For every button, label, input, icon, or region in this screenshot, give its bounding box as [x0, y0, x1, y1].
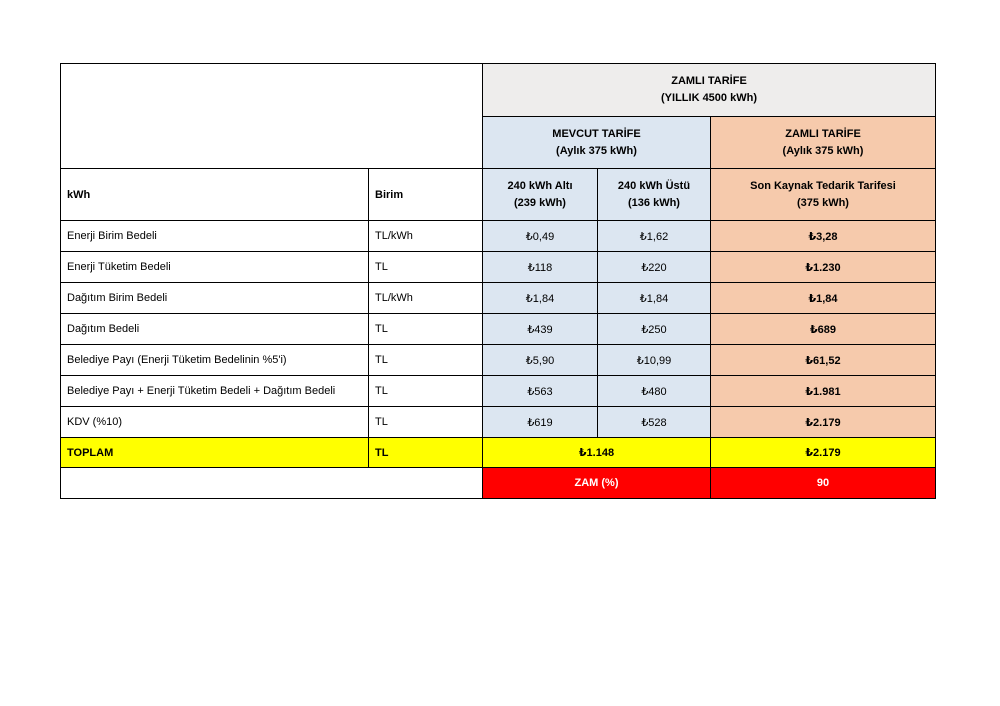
cell-mevcut-ustu: ₺10,99	[598, 345, 711, 376]
table-row	[61, 345, 936, 376]
cell-zamli: ₺1.230	[711, 252, 936, 283]
col-header-kwh: kWh	[61, 169, 369, 221]
row-unit: TL	[369, 345, 483, 376]
cell-mevcut-ustu: ₺480	[598, 376, 711, 407]
zamli-tarife-header	[711, 117, 936, 169]
total-row	[61, 438, 936, 468]
cell-mevcut-alti: ₺439	[483, 314, 598, 345]
table-row	[61, 221, 936, 252]
cell-zamli: ₺689	[711, 314, 936, 345]
total-label: TOPLAM	[61, 438, 369, 468]
empty-area	[61, 468, 483, 499]
cell-zamli: ₺2.179	[711, 407, 936, 438]
row-label: Belediye Payı (Enerji Tüketim Bedelinin %5'i)	[61, 345, 369, 376]
table-row	[61, 314, 936, 345]
row-label: Dağıtım Birim Bedeli	[61, 283, 369, 314]
col-header-240-alti: 240 kWh Altı (239 kWh)	[483, 169, 598, 221]
cell-zamli: ₺1.981	[711, 376, 936, 407]
mevcut-tarife-header	[483, 117, 711, 169]
row-label: Dağıtım Bedeli	[61, 314, 369, 345]
col-header-son-kaynak: Son Kaynak Tedarik Tarifesi (375 kWh)	[711, 169, 936, 221]
column-header-row	[61, 169, 936, 221]
title-row	[61, 64, 936, 117]
table-row	[61, 376, 936, 407]
table-row	[61, 252, 936, 283]
total-unit: TL	[369, 438, 483, 468]
tariff-table	[60, 63, 936, 499]
zam-value: 90	[711, 468, 936, 499]
mevcut-header-line2: (Aylık 375 kWh)	[556, 144, 637, 157]
zamli-header-line2: (Aylık 375 kWh)	[782, 144, 864, 157]
cell-mevcut-alti: ₺0,49	[483, 221, 598, 252]
cell-zamli: ₺61,52	[711, 345, 936, 376]
zam-row	[61, 468, 936, 499]
cell-mevcut-alti: ₺1,84	[483, 283, 598, 314]
table-title-line1: ZAMLI TARİFE	[671, 75, 747, 87]
total-zamli-value: ₺2.179	[711, 438, 936, 468]
zam-label: ZAM (%)	[483, 468, 711, 499]
cell-mevcut-ustu: ₺1,84	[598, 283, 711, 314]
total-mevcut-value: ₺1.148	[483, 438, 711, 468]
row-label: KDV (%10)	[61, 407, 369, 438]
row-unit: TL	[369, 376, 483, 407]
row-unit: TL/kWh	[369, 283, 483, 314]
cell-mevcut-ustu: ₺528	[598, 407, 711, 438]
cell-mevcut-alti: ₺118	[483, 252, 598, 283]
row-unit: TL	[369, 407, 483, 438]
cell-mevcut-ustu: ₺250	[598, 314, 711, 345]
table-title-cell	[483, 64, 936, 117]
mevcut-header-line1: MEVCUT TARİFE	[552, 127, 641, 140]
cell-zamli: ₺3,28	[711, 221, 936, 252]
col-header-240-ustu: 240 kWh Üstü (136 kWh)	[598, 169, 711, 221]
cell-zamli: ₺1,84	[711, 283, 936, 314]
col-header-birim: Birim	[369, 169, 483, 221]
row-unit: TL	[369, 314, 483, 345]
cell-mevcut-ustu: ₺220	[598, 252, 711, 283]
cell-mevcut-alti: ₺563	[483, 376, 598, 407]
row-unit: TL/kWh	[369, 221, 483, 252]
row-label: Enerji Birim Bedeli	[61, 221, 369, 252]
table-row	[61, 407, 936, 438]
zamli-header-line1: ZAMLI TARİFE	[785, 127, 861, 140]
cell-mevcut-ustu: ₺1,62	[598, 221, 711, 252]
empty-area	[61, 64, 483, 169]
row-unit: TL	[369, 252, 483, 283]
cell-mevcut-alti: ₺5,90	[483, 345, 598, 376]
row-label: Belediye Payı + Enerji Tüketim Bedeli + Dağıtım Bedeli	[61, 376, 369, 407]
table-title-line2: (YILLIK 4500 kWh)	[661, 92, 757, 104]
cell-mevcut-alti: ₺619	[483, 407, 598, 438]
row-label: Enerji Tüketim Bedeli	[61, 252, 369, 283]
table-row	[61, 283, 936, 314]
